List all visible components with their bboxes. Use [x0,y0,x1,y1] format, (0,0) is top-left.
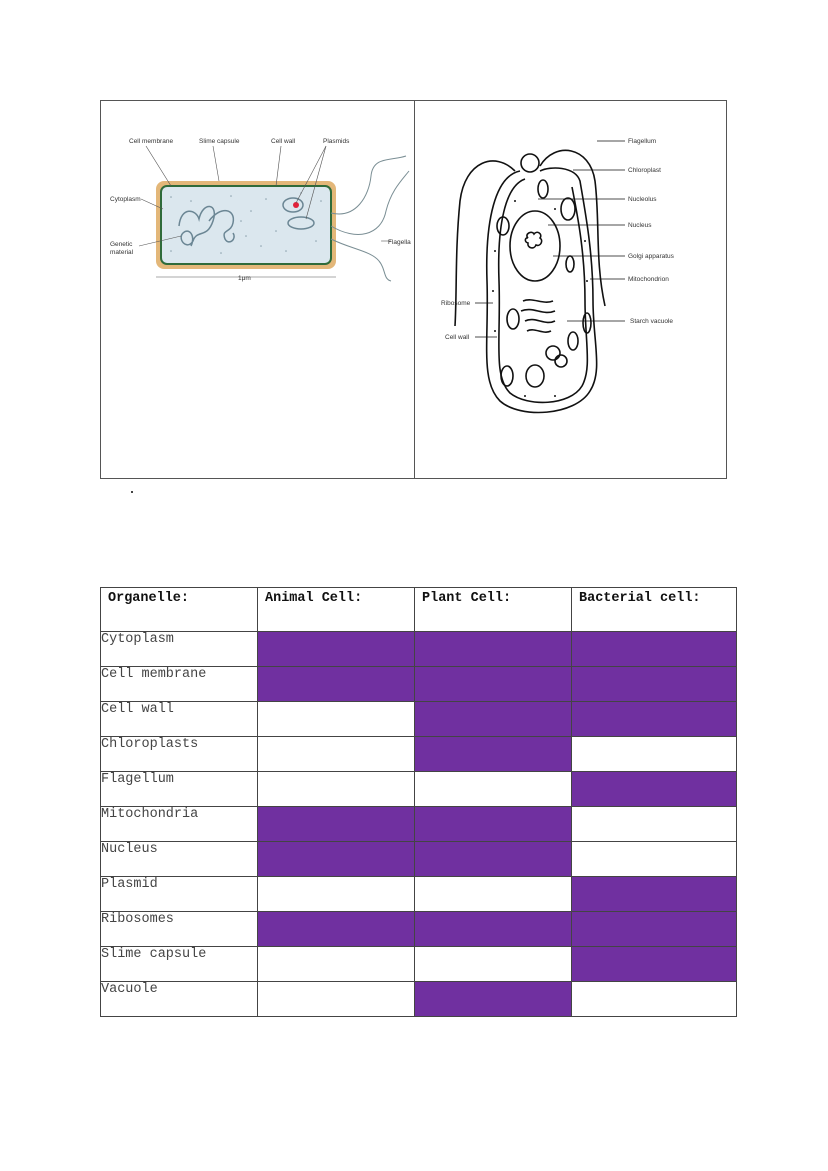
organelle-name: Cell membrane [101,667,258,702]
bacterial-cell-presence [572,737,737,772]
table-body [101,632,737,1017]
label-nucleus: Nucleus [628,222,652,229]
plant-cell-presence [415,667,572,702]
bacterial-cell-presence [572,772,737,807]
table-row [101,632,737,667]
bacterial-cell-presence [572,877,737,912]
table-header-row [101,588,737,632]
label-scale: 1μm [238,275,251,282]
animal-cell-presence [258,912,415,947]
table-row [101,737,737,772]
table-row [101,842,737,877]
label-nucleolus: Nucleolus [628,196,657,203]
header-organelle: Organelle: [101,588,258,632]
bacterial-cell-diagram [101,101,415,478]
animal-cell-presence [258,947,415,982]
table-row [101,702,737,737]
organelle-name: Nucleus [101,842,258,877]
bacterial-cell-presence [572,632,737,667]
label-starch-vacuole: Starch vacuole [630,318,673,325]
label-flagellum: Flagellum [628,138,657,145]
label-slime-capsule: Slime capsule [199,138,240,145]
animal-cell-presence [258,982,415,1017]
organelle-name: Cytoplasm [101,632,258,667]
plant-cell-presence [415,947,572,982]
organelle-name: Cell wall [101,702,258,737]
bacterial-cell-presence [572,667,737,702]
plant-cell-presence [415,982,572,1017]
animal-cell-presence [258,842,415,877]
animal-cell-presence [258,667,415,702]
header-animal-cell: Animal Cell: [258,588,415,632]
plant-cell-presence [415,912,572,947]
organelle-name: Ribosomes [101,912,258,947]
organelle-name: Slime capsule [101,947,258,982]
organelle-name: Chloroplasts [101,737,258,772]
bacterial-cell-presence [572,702,737,737]
plant-cell-presence [415,772,572,807]
header-bacterial-cell: Bacterial cell: [572,588,737,632]
table-row [101,947,737,982]
animal-cell-presence [258,772,415,807]
animal-cell-presence [258,702,415,737]
plant-cell-presence [415,842,572,877]
bacterial-cell-illustration [101,101,415,480]
label-flagella: Flagella [388,239,411,246]
organelle-comparison-table [100,587,737,1017]
label-cell-wall: Cell wall [271,138,296,145]
label-genetic-material-2: material [110,249,134,256]
flagellate-cell-illustration [415,101,728,480]
table-row [101,807,737,842]
stray-mark [131,491,133,493]
animal-cell-presence [258,737,415,772]
table-row [101,877,737,912]
organelle-name: Mitochondria [101,807,258,842]
bacterial-cell-presence [572,807,737,842]
plant-cell-presence [415,877,572,912]
animal-cell-presence [258,807,415,842]
bacterial-cell-presence [572,947,737,982]
label-cell-membrane: Cell membrane [129,138,174,145]
label-genetic-material: Genetic [110,241,133,248]
bacterial-cell-presence [572,982,737,1017]
plant-cell-presence [415,702,572,737]
bacterial-cell-presence [572,842,737,877]
cell-diagrams-figure [100,100,727,479]
table-row [101,982,737,1017]
animal-cell-presence [258,632,415,667]
label-ribosome: Ribosome [441,300,471,307]
table-row [101,912,737,947]
plant-cell-presence [415,807,572,842]
label-cell-wall: Cell wall [445,334,470,341]
label-plasmids: Plasmids [323,138,350,145]
header-plant-cell: Plant Cell: [415,588,572,632]
organelle-name: Vacuole [101,982,258,1017]
plant-cell-presence [415,632,572,667]
label-cytoplasm: Cytoplasm [110,196,141,203]
flagellate-cell-diagram [415,101,726,478]
organelle-name: Plasmid [101,877,258,912]
label-mitochondrion: Mitochondrion [628,276,669,283]
bacterial-cell-presence [572,912,737,947]
label-golgi-apparatus: Golgi apparatus [628,253,674,260]
table-row [101,667,737,702]
organelle-name: Flagellum [101,772,258,807]
plant-cell-presence [415,737,572,772]
animal-cell-presence [258,877,415,912]
table-row [101,772,737,807]
label-chloroplast: Chloroplast [628,167,661,174]
